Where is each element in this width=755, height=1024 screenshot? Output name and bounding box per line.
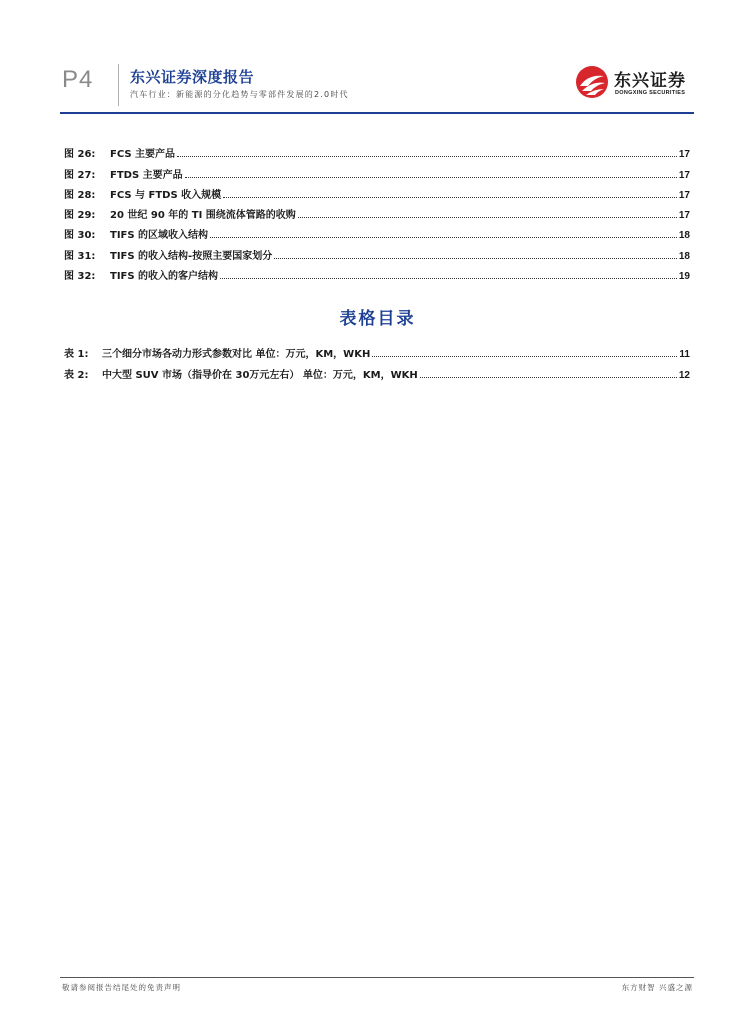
toc-entry[interactable] (64, 262, 690, 282)
figure-list (64, 140, 690, 282)
toc-leader-dots (420, 377, 677, 378)
toc-entry-label: 图 27: (64, 169, 96, 181)
toc-entry[interactable] (64, 140, 690, 160)
toc-leader-dots (223, 197, 677, 198)
page-header (60, 62, 694, 114)
toc-entry-label: 图 30: (64, 230, 96, 242)
toc-entry[interactable] (64, 241, 690, 261)
toc-entry-label: 图 29: (64, 210, 96, 222)
toc-entry[interactable] (64, 201, 690, 221)
toc-entry-label: 表 2: (64, 369, 89, 381)
toc-leader-dots (220, 278, 677, 279)
toc-entry-title: TIFS 的收入结构-按照主要国家划分 (110, 250, 273, 262)
toc-entry[interactable] (64, 221, 690, 241)
toc-entry-page: 11 (679, 349, 690, 361)
toc-entry-page: 17 (678, 210, 690, 222)
toc-entry-page: 17 (678, 149, 690, 161)
logo-english-name: DONGXING SECURITIES (615, 90, 686, 96)
toc-entry-title: FCS 与 FTDS 收入规模 (110, 189, 222, 201)
header-divider (118, 64, 119, 106)
report-subtitle: 汽车行业：新能源的分化趋势与零部件发展的2.0时代 (130, 90, 349, 99)
toc-entry[interactable] (64, 340, 690, 360)
toc-entry-label: 图 32: (64, 271, 96, 283)
toc-entry-page: 17 (678, 189, 690, 201)
toc-entry-page: 17 (678, 169, 690, 181)
header-rule (60, 112, 694, 114)
toc-entry-page: 12 (678, 369, 690, 381)
footer-disclaimer: 敬请参阅报告结尾处的免责声明 (62, 983, 181, 992)
logo-chinese-name: 东兴证券 (614, 71, 686, 91)
toc-entry-title: TIFS 的区域收入结构 (110, 230, 209, 242)
footer-rule (60, 977, 694, 978)
toc-entry-label: 图 28: (64, 189, 96, 201)
toc-entry-page: 18 (678, 230, 690, 242)
toc-entry-title: TIFS 的收入的客户结构 (110, 271, 219, 283)
toc-leader-dots (177, 156, 677, 157)
table-list (64, 340, 690, 381)
toc-entry-title: 20 世纪 90 年的 TI 围绕流体管路的收购 (110, 210, 296, 222)
toc-entry-label: 表 1: (64, 349, 89, 361)
toc-entry-title: FCS 主要产品 (110, 149, 176, 161)
toc-entry-label: 图 26: (64, 149, 96, 161)
table-list-heading: 表格目录 (339, 309, 416, 329)
footer-slogan: 东方财智 兴盛之源 (621, 983, 693, 992)
toc-entry-label: 图 31: (64, 250, 96, 262)
toc-entry-title: 中大型 SUV 市场（指导价在 30万元左右） 单位：万元，KM，WKH (102, 369, 418, 381)
toc-leader-dots (274, 258, 677, 259)
report-title: 东兴证券深度报告 (130, 68, 255, 86)
toc-leader-dots (298, 217, 677, 218)
toc-entry-page: 18 (678, 250, 690, 262)
toc-leader-dots (210, 237, 677, 238)
toc-entry[interactable] (64, 181, 690, 201)
toc-leader-dots (185, 177, 677, 178)
toc-entry[interactable] (64, 160, 690, 180)
toc-entry[interactable] (64, 360, 690, 380)
toc-entry-title: FTDS 主要产品 (110, 169, 183, 181)
toc-entry-page: 19 (678, 271, 690, 283)
page-number: P4 (62, 66, 94, 93)
dongxing-logo-icon (574, 64, 610, 100)
toc-leader-dots (372, 356, 677, 357)
company-logo (574, 64, 694, 104)
toc-entry-title: 三个细分市场各动力形式参数对比 单位：万元，KM，WKH (102, 349, 371, 361)
